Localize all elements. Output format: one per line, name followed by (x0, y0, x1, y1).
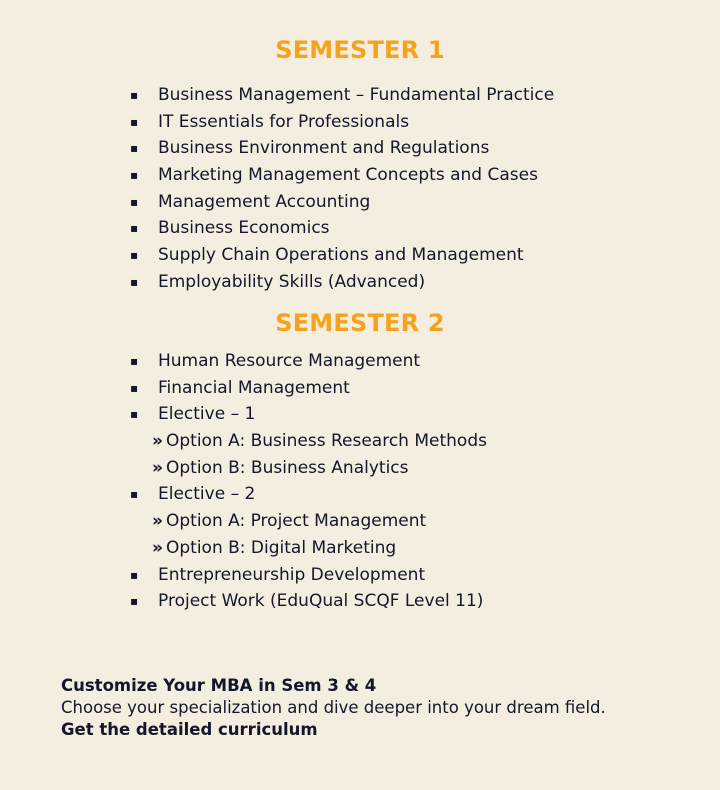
square-bullet-icon: ▪ (130, 407, 139, 422)
customize-section (61, 675, 606, 741)
curriculum-link[interactable]: Get the detailed curriculum (61, 720, 318, 739)
square-bullet-icon: ▪ (130, 168, 139, 183)
course-label: Project Work (EduQual SCQF Level 11) (158, 591, 484, 612)
square-bullet-icon: ▪ (130, 594, 139, 609)
semester-1-heading: SEMESTER 1 (275, 36, 445, 64)
course-label: Option B: Digital Marketing (166, 537, 397, 558)
square-bullet-icon: ▪ (130, 194, 139, 209)
square-bullet-icon: ▪ (130, 380, 139, 395)
course-label: Marketing Management Concepts and Cases (158, 165, 538, 186)
course-label: Entrepreneurship Development (158, 564, 426, 585)
square-bullet-icon: ▪ (130, 141, 139, 156)
course-label: Human Resource Management (158, 351, 421, 371)
course-label: IT Essentials for Professionals (158, 111, 410, 132)
course-label: Elective – 1 (158, 404, 256, 425)
course-label: Option A: Business Research Methods (166, 431, 487, 452)
square-bullet-icon: ▪ (130, 567, 139, 582)
double-chevron-icon: » (152, 431, 163, 452)
square-bullet-icon: ▪ (130, 354, 139, 368)
square-bullet-icon: ▪ (130, 248, 139, 263)
course-label: Supply Chain Operations and Management (158, 245, 524, 266)
square-bullet-icon: ▪ (130, 487, 139, 502)
square-bullet-icon: ▪ (130, 221, 139, 236)
course-label: Business Management – Fundamental Practice (158, 85, 555, 105)
course-label: Management Accounting (158, 191, 371, 212)
square-bullet-icon: ▪ (130, 114, 139, 129)
course-label: Option B: Business Analytics (166, 457, 409, 478)
course-label: Employability Skills (Advanced) (158, 271, 426, 292)
course-label: Financial Management (158, 377, 350, 398)
customize-text: Choose your specialization and dive deeper into your dream field. (61, 698, 606, 717)
customize-heading: Customize Your MBA in Sem 3 & 4 (61, 676, 377, 695)
double-chevron-icon: » (152, 457, 163, 478)
course-label: Business Economics (158, 218, 330, 239)
double-chevron-icon: » (152, 511, 163, 532)
course-label: Business Environment and Regulations (158, 138, 490, 159)
course-label: Elective – 2 (158, 484, 256, 505)
semester-2-heading: SEMESTER 2 (275, 309, 445, 337)
course-label: Option A: Project Management (166, 511, 427, 532)
square-bullet-icon: ▪ (130, 274, 139, 289)
double-chevron-icon: » (152, 537, 163, 558)
square-bullet-icon: ▪ (130, 88, 139, 102)
